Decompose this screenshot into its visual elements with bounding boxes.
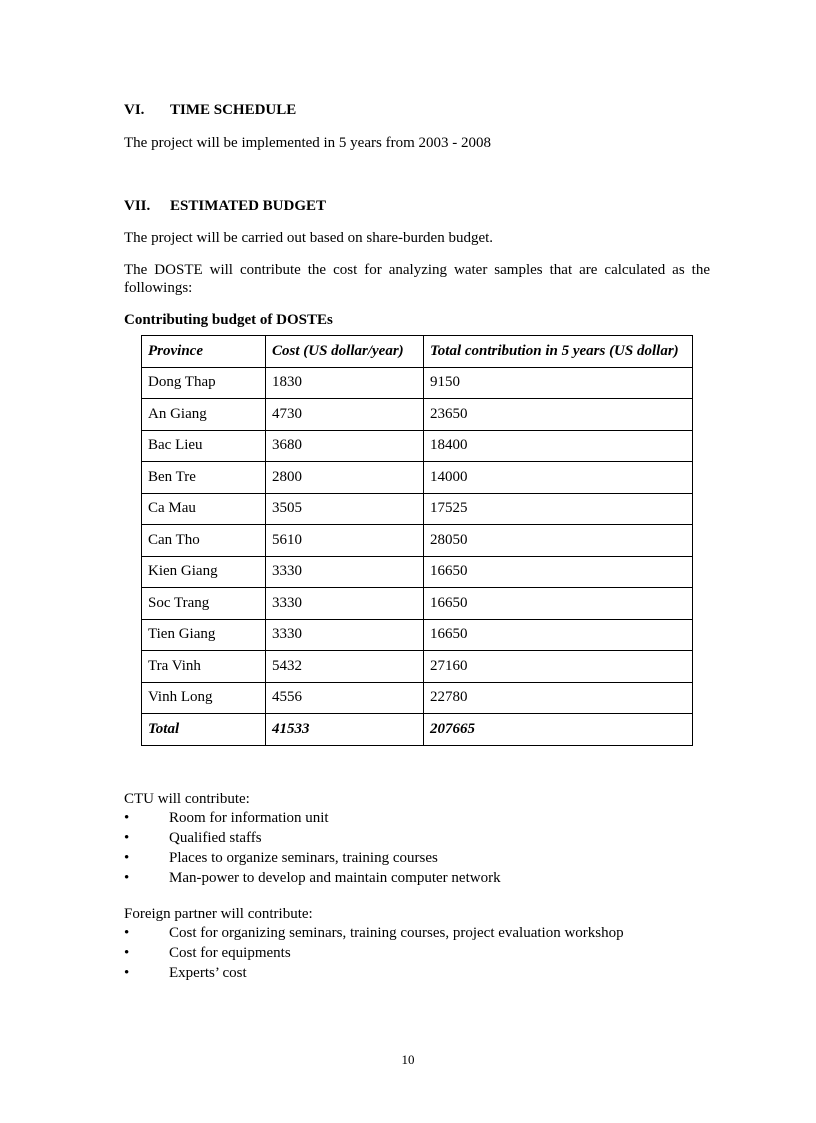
bullet-icon: • [124, 870, 130, 886]
province-cell: An Giang [142, 399, 266, 431]
header-total-contribution: Total contribution in 5 years (US dollar) [424, 336, 693, 368]
cost-cell: 2800 [266, 462, 424, 494]
province-cell: Ca Mau [142, 493, 266, 525]
cost-cell: 4556 [266, 682, 424, 714]
header-cost: Cost (US dollar/year) [266, 336, 424, 368]
bullet-icon: • [124, 945, 130, 961]
bullet-icon: • [124, 850, 130, 866]
cost-cell: 1830 [266, 367, 424, 399]
province-cell: Vinh Long [142, 682, 266, 714]
section-7-heading [124, 198, 326, 215]
list-item-text: Cost for organizing seminars, training courses, project evaluation workshop [169, 925, 624, 941]
list-item-text: Cost for equipments [169, 945, 291, 961]
total-contribution-cell: 18400 [424, 430, 693, 462]
total-contribution-cell: 16650 [424, 619, 693, 651]
cost-cell: 41533 [266, 714, 424, 746]
budget-table [141, 335, 693, 746]
cost-cell: 3330 [266, 556, 424, 588]
list-item-text: Room for information unit [169, 810, 329, 826]
bullet-icon: • [124, 810, 130, 826]
table-header-row [142, 336, 693, 368]
table-body [142, 367, 693, 745]
table-row [142, 367, 693, 399]
total-contribution-cell: 28050 [424, 525, 693, 557]
table-row [142, 588, 693, 620]
bullet-icon: • [124, 830, 130, 846]
bullet-icon: • [124, 925, 130, 941]
province-cell: Tien Giang [142, 619, 266, 651]
province-cell: Dong Thap [142, 367, 266, 399]
table-total-row [142, 714, 693, 746]
ctu-contribution-title: CTU will contribute: [124, 791, 250, 807]
table-row [142, 430, 693, 462]
province-cell: Can Tho [142, 525, 266, 557]
cost-cell: 3505 [266, 493, 424, 525]
bullet-icon: • [124, 965, 130, 981]
list-item-text: Qualified staffs [169, 830, 262, 846]
cost-cell: 4730 [266, 399, 424, 431]
province-cell: Soc Trang [142, 588, 266, 620]
province-cell: Kien Giang [142, 556, 266, 588]
table-row [142, 651, 693, 683]
cost-cell: 3680 [266, 430, 424, 462]
table-row [142, 462, 693, 494]
list-item-text: Man-power to develop and maintain computer network [169, 870, 501, 886]
list-item-text: Experts’ cost [169, 965, 247, 981]
province-cell: Ben Tre [142, 462, 266, 494]
total-contribution-cell: 17525 [424, 493, 693, 525]
foreign-contribution-title: Foreign partner will contribute: [124, 906, 313, 922]
table-row [142, 556, 693, 588]
cost-cell: 3330 [266, 619, 424, 651]
total-contribution-cell: 23650 [424, 399, 693, 431]
cost-cell: 3330 [266, 588, 424, 620]
section-6-number: VI. [124, 102, 145, 118]
budget-intro-text: The project will be carried out based on share-burden budget. [124, 230, 494, 246]
cost-cell: 5610 [266, 525, 424, 557]
section-6-title: TIME SCHEDULE [170, 102, 297, 118]
total-contribution-cell: 16650 [424, 588, 693, 620]
list-item-text: Places to organize seminars, training courses [169, 850, 438, 866]
time-schedule-text: The project will be implemented in 5 years from 2003 - 2008 [124, 135, 491, 151]
section-6-heading [124, 102, 296, 119]
province-cell: Bac Lieu [142, 430, 266, 462]
section-7-number: VII. [124, 198, 151, 214]
section-7-title: ESTIMATED BUDGET [170, 198, 327, 214]
total-contribution-cell: 14000 [424, 462, 693, 494]
table-caption: Contributing budget of DOSTEs [124, 312, 333, 328]
table-row [142, 399, 693, 431]
doste-contribution-text: The DOSTE will contribute the cost for analyzing water samples that are calculated as the followings: [124, 262, 710, 296]
cost-cell: 5432 [266, 651, 424, 683]
total-contribution-cell: 207665 [424, 714, 693, 746]
header-province: Province [142, 336, 266, 368]
total-contribution-cell: 27160 [424, 651, 693, 683]
total-contribution-cell: 22780 [424, 682, 693, 714]
table-row [142, 619, 693, 651]
table-row [142, 682, 693, 714]
table-row [142, 493, 693, 525]
table-row [142, 525, 693, 557]
page-number: 10 [401, 1052, 415, 1067]
province-cell: Tra Vinh [142, 651, 266, 683]
total-contribution-cell: 9150 [424, 367, 693, 399]
total-contribution-cell: 16650 [424, 556, 693, 588]
province-cell: Total [142, 714, 266, 746]
